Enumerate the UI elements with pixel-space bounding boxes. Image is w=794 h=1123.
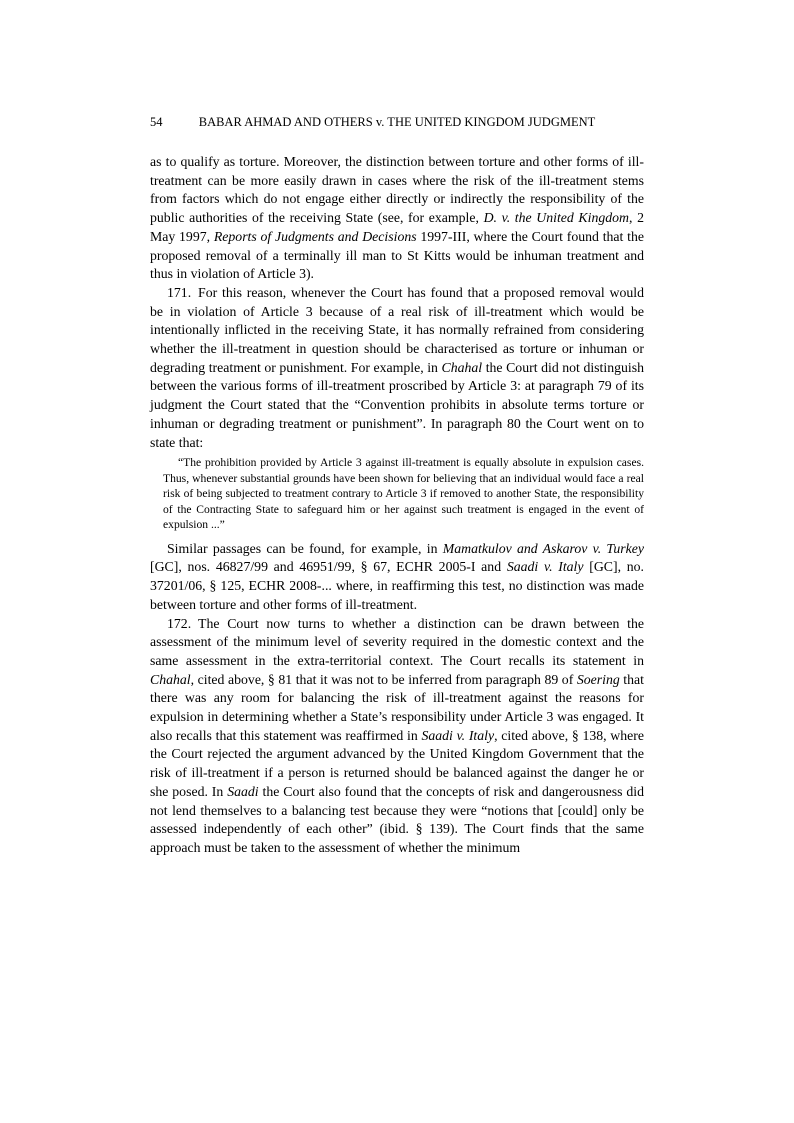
page-header <box>150 115 644 130</box>
case-name-italic: Saadi v. Italy <box>506 559 584 575</box>
case-name-italic: Saadi v. Italy <box>421 727 495 743</box>
text-segment: [GC], no. 37201/06, § 125, ECHR 2008-... where, in reaffirming this test, no distinction was made between torture and other forms of ill-treatment. <box>150 559 644 612</box>
text-segment: , cited above, § 138, where the Court rejected the argument advanced by the United Kingdom Government that the risk of ill-treatment if a person is returned should be balanced against the danger he or she posed. In <box>150 727 644 799</box>
paragraph <box>150 540 644 615</box>
running-title: BABAR AHMAD AND OTHERS v. THE UNITED KINGDOM JUDGMENT <box>198 115 596 129</box>
text-segment: , cited above, § 81 that it was not to be inferred from paragraph 89 of <box>190 671 577 687</box>
text-segment: the Court also found that the concepts of risk and dangerousness did not lend themselves to a balancing test because they were “notions that [could] only be assessed independently of each other” (ibid. § 139). The Court finds that the same approach must be taken to the assessment of whether the minimum <box>150 783 644 855</box>
text-segment: 172. The Court now turns to whether a distinction can be drawn between the assessment of the minimum level of severity required in the domestic context and the same assessment in the extra-territorial context. The Court recalls its statement in <box>150 615 644 668</box>
case-name-italic: Reports of Judgments and Decisions <box>213 228 417 244</box>
case-name-italic: Mamatkulov and Askarov v. Turkey <box>442 540 644 556</box>
case-name-italic: D. v. the United Kingdom <box>483 210 630 226</box>
case-name-italic: Soering <box>576 671 620 687</box>
paragraph <box>150 615 644 858</box>
text-segment: 1997-III, where the Court found that the proposed removal of a terminally ill man to St Kitts would be inhuman treatment and thus in violation of Article 3). <box>150 228 644 282</box>
text-segment: the Court did not distinguish between the various forms of ill-treatment proscribed by Article 3: at paragraph 79 of its judgment the Court stated that the “Convention prohibits in absolute terms torture or inhuman or degrading treatment or punishment”. In paragraph 80 the Court went on to state that: <box>150 359 645 450</box>
text-segment: Similar passages can be found, for example, in <box>167 540 443 556</box>
case-name-italic: Saadi <box>227 783 259 799</box>
block-quote <box>163 455 644 533</box>
paragraph <box>150 153 644 284</box>
text-segment: 171. For this reason, whenever the Court has found that a proposed removal would be in violation of Article 3 because of a real risk of ill-treatment which would be intentionally inflicted in the receiving State, it has normally refrained from considering whether the ill-treatment in question should be characterised as torture or inhuman or degrading treatment or punishment. For example, in <box>150 284 644 375</box>
text-block <box>150 115 644 858</box>
case-name-italic: Chahal <box>441 359 483 375</box>
text-segment: as to qualify as torture. Moreover, the distinction between torture and other forms of ill-treatment can be more easily drawn in cases where the risk of the ill-treatment stems from factors which do not engage either directly or indirectly the responsibility of the public authorities of the receiving State (see, for example, <box>150 154 644 226</box>
page-number: 54 <box>150 115 163 129</box>
document-body <box>150 153 644 858</box>
case-name-italic: Chahal <box>150 671 191 687</box>
text-segment: [GC], nos. 46827/99 and 46951/99, § 67, ECHR 2005-I and <box>150 559 507 575</box>
text-segment: that there was any room for balancing the risk of ill-treatment against the reasons for expulsion in determining whether a State’s responsibility under Article 3 was engaged. It also recalls that this statement was reaffirmed in <box>150 671 645 743</box>
text-segment: , 2 May 1997, <box>150 210 645 244</box>
paragraph <box>150 284 644 452</box>
text-segment: “The prohibition provided by Article 3 against ill-treatment is equally absolute in expulsion cases. Thus, whenever substantial grounds have been shown for believing that an individual would face a real risk of being subjected to treatment contrary to Article 3 if removed to another State, the responsibility of the Contracting State to safeguard him or her against such treatment is engaged in the event of expulsion ...” <box>163 456 644 532</box>
